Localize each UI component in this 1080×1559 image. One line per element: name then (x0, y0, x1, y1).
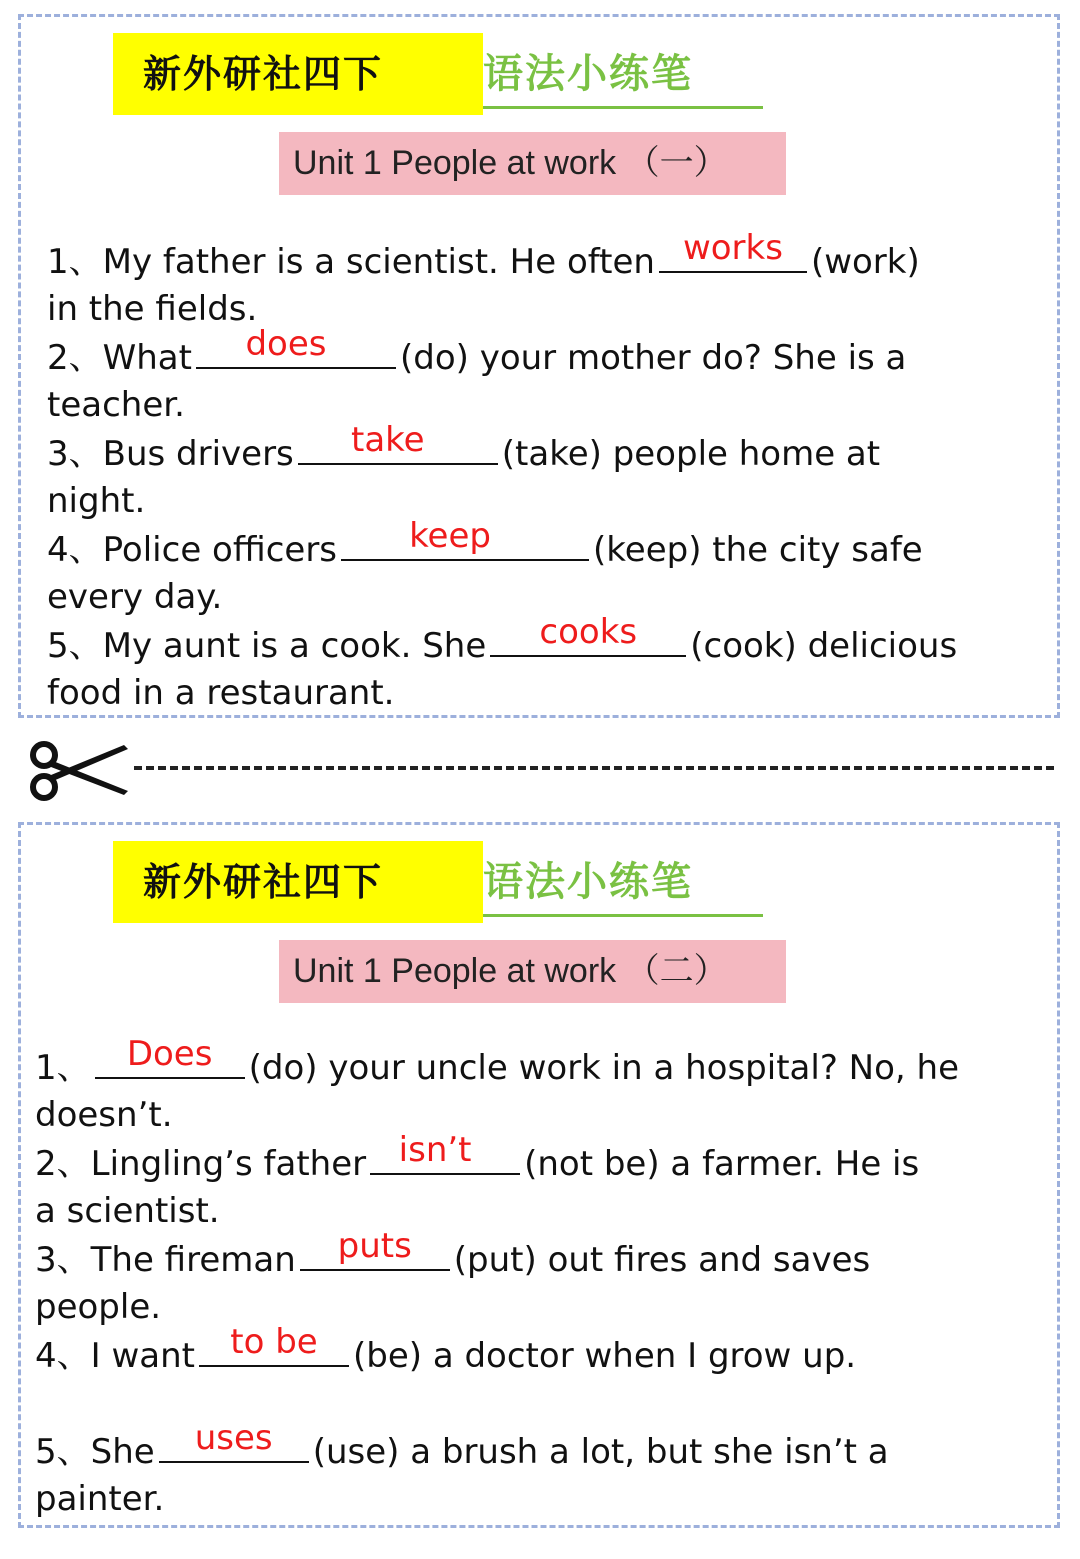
spacer (35, 1379, 1033, 1427)
worksheet-card-2 (18, 822, 1060, 1528)
item-text: What (102, 338, 192, 378)
item-text: Bus drivers (102, 434, 294, 474)
answer-text: cooks (539, 612, 638, 652)
item-text: (do) your mother do? She is a (399, 338, 907, 378)
answer-text: keep (409, 516, 491, 556)
item-number: 5、 (47, 626, 103, 666)
item-text: (work) (810, 242, 920, 282)
title-practice: 语法小练笔 (483, 841, 763, 917)
answer-blank (298, 420, 498, 465)
exercise-list (47, 228, 1033, 717)
answer-text: take (351, 420, 425, 460)
item-text: (not be) a farmer. He is (524, 1144, 920, 1184)
item-text: (do) your uncle work in a hospital? No, he (248, 1048, 959, 1088)
item-text: (put) out fires and saves (453, 1240, 871, 1280)
title-practice: 语法小练笔 (483, 33, 763, 109)
exercise-1-continued: doesn’t. (35, 1095, 173, 1135)
item-number: 2、 (47, 338, 103, 378)
item-text: (be) a doctor when I grow up. (353, 1336, 857, 1376)
item-number: 5、 (35, 1432, 91, 1472)
unit-heading: Unit 1 People at work （二） (279, 940, 786, 1003)
cut-line (24, 735, 1060, 807)
answer-blank (196, 324, 396, 369)
item-number: 2、 (35, 1144, 91, 1184)
worksheet-card-1 (18, 14, 1060, 718)
item-number: 4、 (35, 1336, 91, 1376)
item-text: The fireman (90, 1240, 296, 1280)
item-text: Police officers (102, 530, 338, 570)
answer-text: isn’t (398, 1130, 472, 1170)
item-number: 1、 (35, 1048, 91, 1088)
answer-blank (300, 1226, 450, 1271)
exercise-list (35, 1034, 1033, 1523)
exercise-2 (35, 1130, 1033, 1187)
exercise-3 (35, 1226, 1033, 1283)
item-text: Lingling’s father (90, 1144, 367, 1184)
answer-blank (95, 1034, 245, 1079)
answer-blank (370, 1130, 520, 1175)
exercise-4-continued: every day. (47, 577, 223, 617)
dashed-cut-line (134, 766, 1054, 770)
exercise-1 (47, 228, 1033, 285)
exercise-5-continued: painter. (35, 1479, 165, 1519)
item-text: I want (90, 1336, 195, 1376)
answer-blank (659, 228, 807, 273)
exercise-5 (35, 1418, 1033, 1475)
title-publisher: 新外研社四下 (113, 841, 483, 923)
answer-text: does (245, 324, 327, 364)
answer-blank (490, 612, 686, 657)
item-text: (cook) delicious (690, 626, 958, 666)
exercise-2-continued: teacher. (47, 385, 185, 425)
answer-text: to be (230, 1322, 318, 1362)
item-number: 3、 (47, 434, 103, 474)
answer-blank (341, 516, 589, 561)
title-publisher: 新外研社四下 (113, 33, 483, 115)
answer-blank (159, 1418, 309, 1463)
exercise-2-continued: a scientist. (35, 1191, 220, 1231)
scissors-icon (24, 735, 134, 807)
answer-text: works (682, 228, 783, 268)
exercise-5 (47, 612, 1033, 669)
exercise-1 (35, 1034, 1033, 1091)
item-number: 4、 (47, 530, 103, 570)
exercise-4 (47, 516, 1033, 573)
exercise-3-continued: people. (35, 1287, 162, 1327)
answer-text: uses (194, 1418, 273, 1458)
unit-heading: Unit 1 People at work （一） (279, 132, 786, 195)
answer-text: Does (126, 1034, 213, 1074)
exercise-3-continued: night. (47, 481, 146, 521)
item-number: 1、 (47, 242, 103, 282)
item-text: She (90, 1432, 155, 1472)
exercise-1-continued: in the fields. (47, 289, 258, 329)
item-text: (keep) the city safe (593, 530, 923, 570)
exercise-5-continued: food in a restaurant. (47, 673, 395, 713)
item-text: My father is a scientist. He often (102, 242, 655, 282)
exercise-3 (47, 420, 1033, 477)
item-text: (use) a brush a lot, but she isn’t a (312, 1432, 889, 1472)
item-text: (take) people home at (501, 434, 881, 474)
exercise-2 (47, 324, 1033, 381)
answer-blank (199, 1322, 349, 1367)
exercise-4 (35, 1322, 1033, 1379)
item-number: 3、 (35, 1240, 91, 1280)
item-text: My aunt is a cook. She (102, 626, 487, 666)
answer-text: puts (337, 1226, 412, 1266)
